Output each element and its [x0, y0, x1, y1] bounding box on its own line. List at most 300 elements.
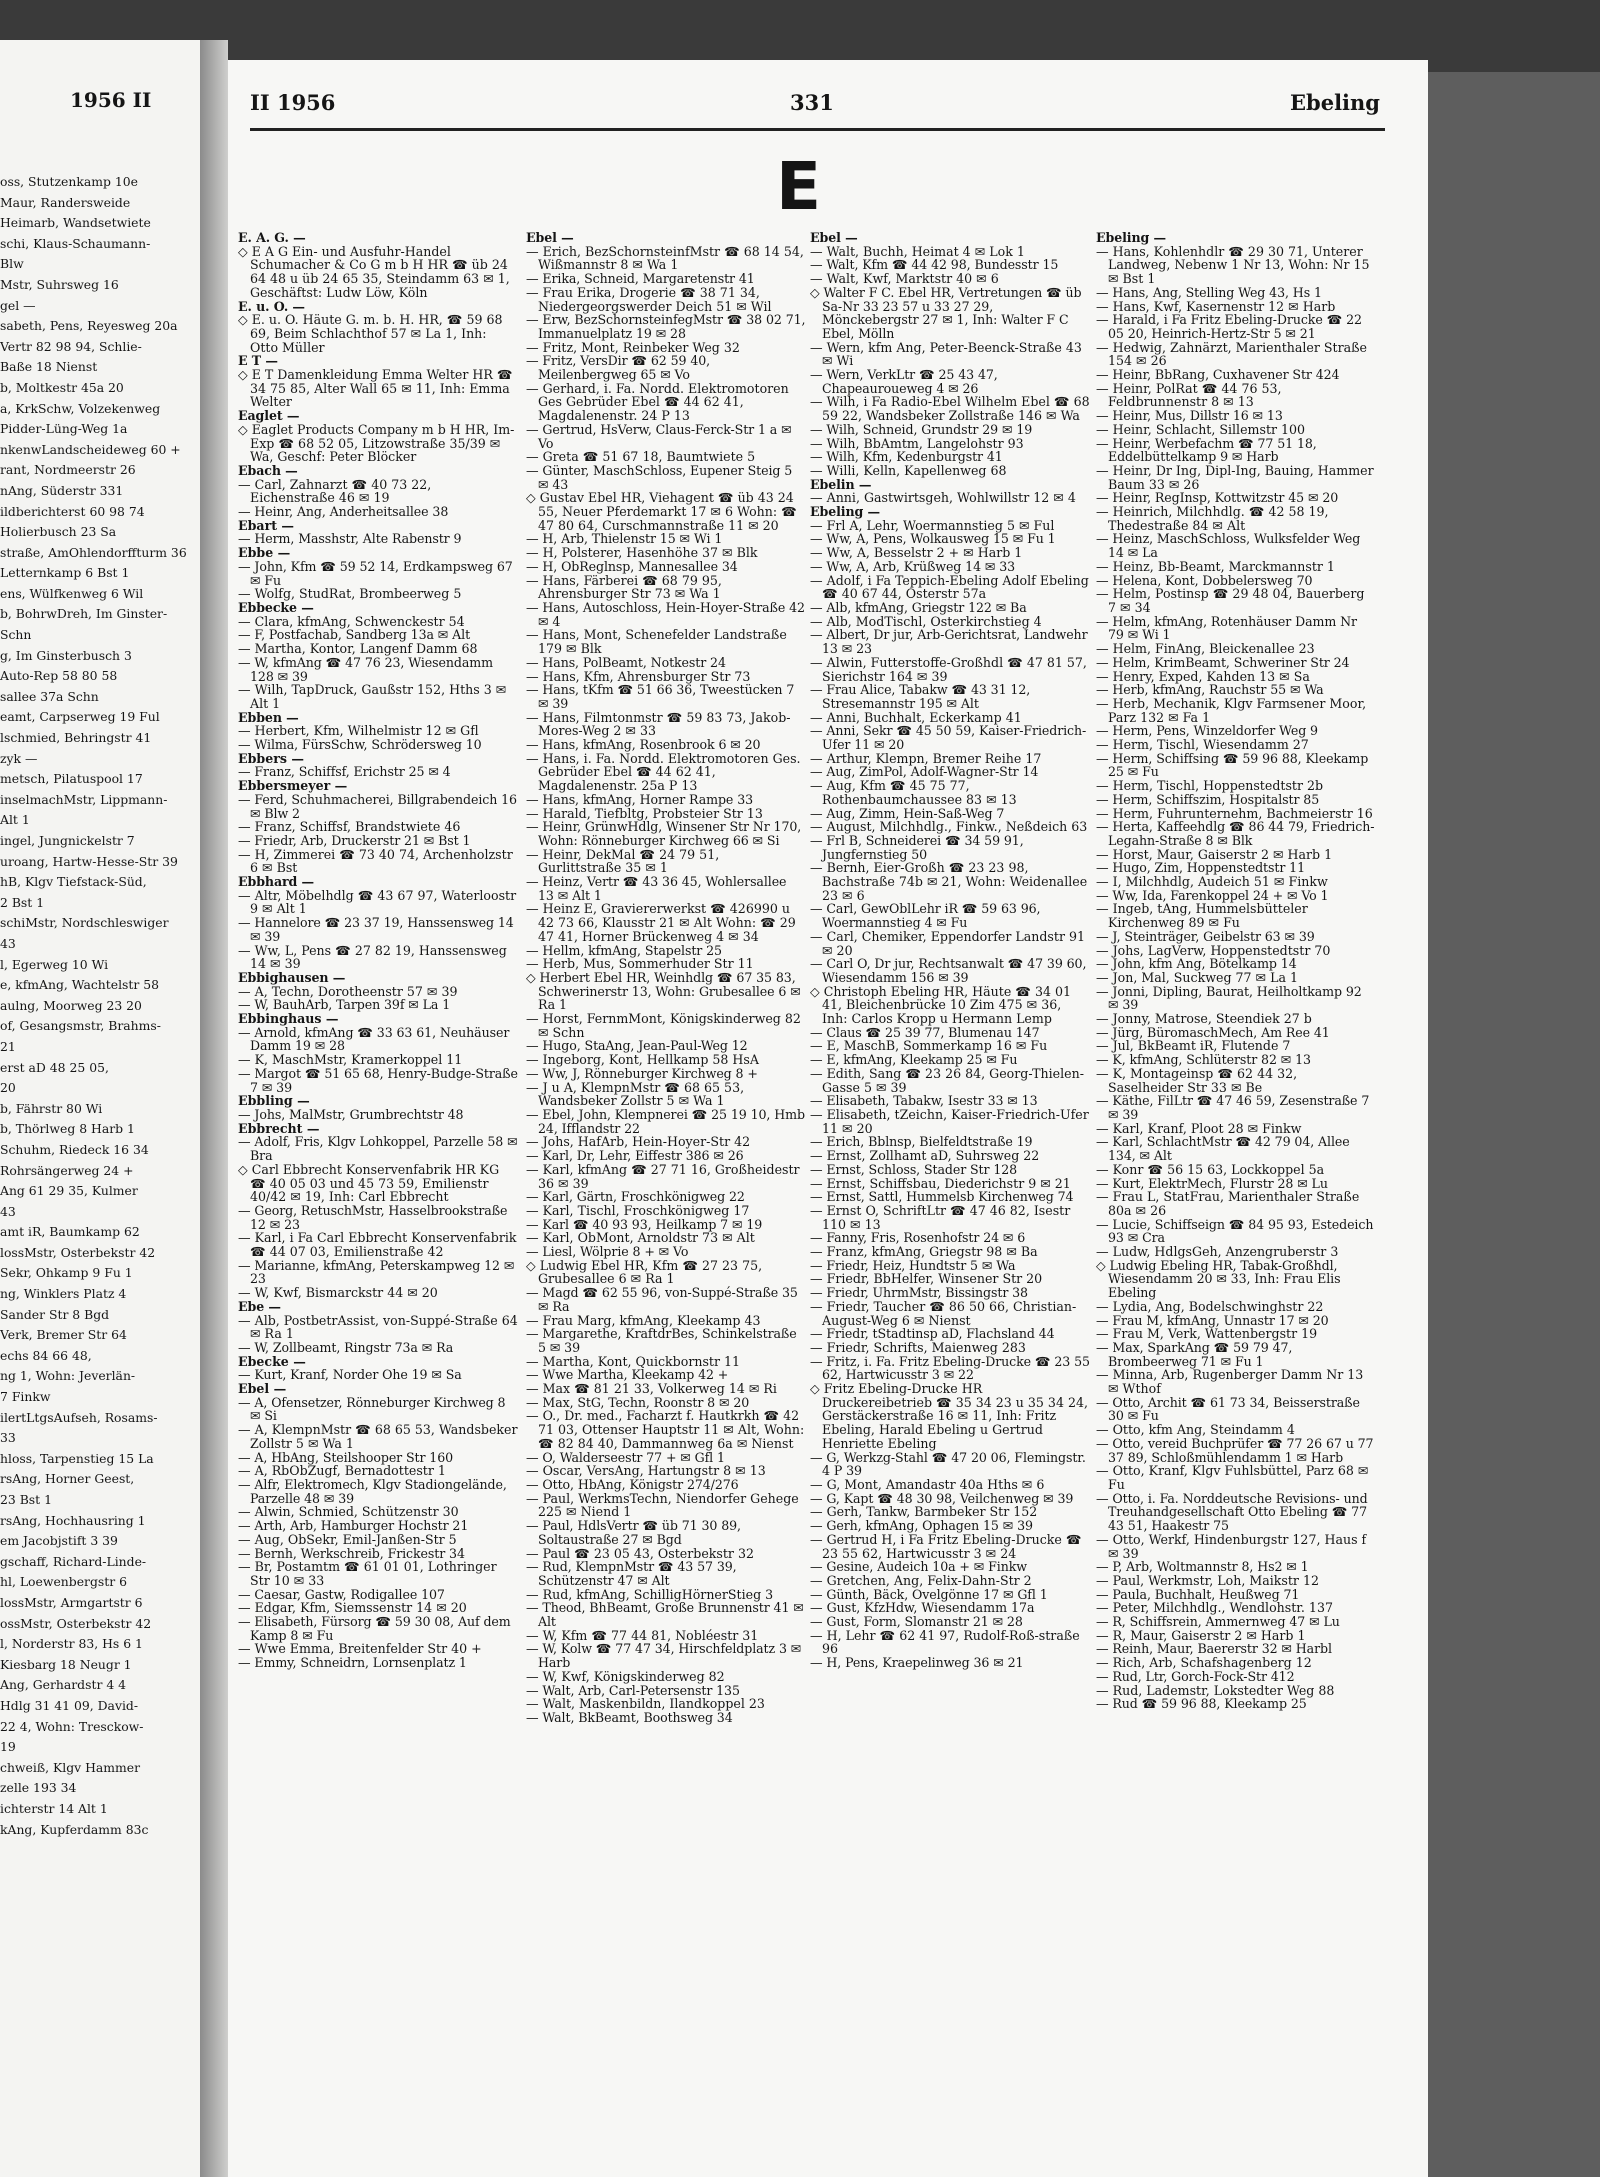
directory-entry: — Karl, SchlachtMstr ☎ 42 79 04, Allee 134, ✉ Alt [1096, 1134, 1350, 1164]
directory-entry: — Hans, Kwf, Kasernenstr 12 ✉ Harb [1096, 298, 1336, 314]
directory-entry: — Hannelore ☎ 23 37 19, Hanssensweg 14 ✉ 39 [238, 915, 514, 944]
directory-entry: Ebach — [238, 462, 298, 478]
previous-page-line: ens, Wülfkenweg 6 Wil [0, 585, 144, 601]
previous-page-line: rsAng, Hochhausring 1 [0, 1512, 146, 1528]
previous-page-line: zelle 193 34 [0, 1780, 77, 1796]
previous-page-line: Letternkamp 6 Bst 1 [0, 565, 130, 581]
previous-page-line: 43 [0, 935, 16, 951]
previous-page-line: 20 [0, 1080, 16, 1096]
directory-entry: — Anni, Sekr ☎ 45 50 59, Kaiser-Friedrich-Ufer 11 ✉ 20 [810, 723, 1087, 753]
directory-entry: — Rud, Lademstr, Lokstedter Weg 88 [1096, 1682, 1335, 1698]
directory-entry: — Herb, Mechanik, Klgv Farmsener Moor, Parz 132 ✉ Fa 1 [1096, 695, 1367, 725]
directory-entry: — Theod, BhBeamt, Große Brunnenstr 41 ✉ Alt [526, 1600, 804, 1630]
directory-entry: — Hans, tKfm ☎ 51 66 36, Tweestücken 7 ✉ 39 [526, 682, 795, 711]
directory-entry: — Edgar, Kfm, Siemssenstr 14 ✉ 20 [238, 1600, 467, 1616]
directory-entry: — A, RbObZugf, Bernadottestr 1 [238, 1463, 446, 1479]
previous-page-line: em Jacobjstift 3 39 [0, 1533, 118, 1549]
previous-page-line: Mstr, Suhrsweg 16 [0, 276, 119, 292]
directory-entry: — Paula, Buchhalt, Heußweg 71 [1096, 1586, 1300, 1602]
directory-entry: — Herm, Tischl, Hoppenstedtstr 2b [1096, 778, 1324, 794]
previous-page-line: g, Im Ginsterbusch 3 [0, 647, 132, 663]
directory-entry: — Kurt, ElektrMech, Flurstr 28 ✉ Lu [1096, 1175, 1328, 1191]
directory-entry: — Paul, HdlsVertr ☎ üb 71 30 89, Soltaustraße 27 ✉ Bgd [526, 1518, 741, 1547]
previous-page-line: b, Moltkestr 45a 20 [0, 379, 124, 395]
directory-entry: ◇ Carl Ebbrecht Konservenfabrik HR KG ☎ 40 05 03 und 45 73 59, Emilienstr 40/42 ✉ 19, Inh: Carl Ebbrecht [238, 1161, 500, 1205]
directory-entry: Ebbling — [238, 1093, 310, 1109]
directory-entry: — J u A, KlempnMstr ☎ 68 65 53, Wandsbeker Zollstr 5 ✉ Wa 1 [526, 1079, 745, 1109]
directory-entry: — Alb, PostbetrAssist, von-Suppé-Straße 64 ✉ Ra 1 [238, 1312, 518, 1342]
directory-entry: — Heinrich, Milchhdlg. ☎ 42 58 19, Thedestraße 84 ✉ Alt [1096, 504, 1329, 533]
directory-entry: — Franz, kfmAng, Griegstr 98 ✉ Ba [810, 1244, 1038, 1260]
previous-page-line: l, Egerweg 10 Wi [0, 956, 109, 972]
previous-page-line: a, KrkSchw, Volzekenweg [0, 400, 161, 416]
directory-entry: — Erich, Bblnsp, Bielfeldtstraße 19 [810, 1134, 1033, 1150]
directory-entry: — Anni, Buchhalt, Eckerkamp 41 [810, 709, 1022, 725]
directory-entry: — O., Dr. med., Facharzt f. Hautkrkh ☎ 42 71 03, Ottenser Hauptstr 11 ✉ Alt, Wohn: ☎ 82 84 40, Dammannweg 6a ✉ Nienst [526, 1408, 805, 1451]
previous-page-line: straße, AmOhlendorffturm 36 [0, 544, 187, 560]
directory-entry: — Greta ☎ 51 67 18, Baumtwiete 5 [526, 449, 756, 465]
previous-page-line: 21 [0, 1038, 16, 1054]
directory-entry: Ebel — [526, 230, 574, 245]
previous-page-line: Kiesbarg 18 Neugr 1 [0, 1656, 132, 1672]
directory-entry: — Ernst, Zollhamt aD, Suhrsweg 22 [810, 1148, 1040, 1164]
directory-entry: — John, Kfm ☎ 59 52 14, Erdkampsweg 67 ✉ Fu [238, 558, 513, 588]
previous-page-header: 1956 II [70, 88, 152, 112]
directory-entry: — Otto, Archit ☎ 61 73 34, Beisserstraße 30 ✉ Fu [1096, 1394, 1360, 1424]
directory-entry: E T — [238, 353, 278, 369]
directory-entry: — Frau Alice, Tabakw ☎ 43 31 12, Stresemannstr 195 ✉ Alt [810, 682, 1031, 711]
directory-entry: Ebel — [238, 1381, 287, 1397]
previous-page-line: Baße 18 Nienst [0, 359, 98, 375]
previous-page-line: rant, Nordmeerstr 26 [0, 462, 136, 478]
directory-entry: — G, Kapt ☎ 48 30 98, Veilchenweg ✉ 39 [810, 1490, 1074, 1506]
directory-entry: Ebbighausen — [238, 969, 346, 985]
directory-entry: — Peter, Milchhdlg., Wendlohstr. 137 [1096, 1600, 1333, 1616]
directory-entry: ◇ E A G Ein- und Ausfuhr-Handel Schumacher & Co G m b H HR ☎ üb 24 64 48 u üb 24 65 35, Steindamm 63 ✉ 1, Geschäftst: Ludw Löw, Köln [238, 243, 510, 300]
directory-entry: — Wilh, i Fa Radio-Ebel Wilhelm Ebel ☎ 68 59 22, Wandsbeker Zollstraße 146 ✉ Wa [810, 394, 1090, 424]
previous-page-line: 23 Bst 1 [0, 1492, 52, 1507]
previous-page-line: Hdlg 31 41 09, David- [0, 1697, 139, 1713]
directory-entry: — Günth, Bäck, Ovelgönne 17 ✉ Gfl 1 [810, 1586, 1048, 1602]
directory-entry: — John, kfm Ang, Bötelkamp 14 [1096, 956, 1297, 972]
previous-page-line: zyk — [0, 750, 38, 766]
directory-entry: — Aug, Kfm ☎ 45 75 77, Rothenbaumchaussee 83 ✉ 13 [810, 778, 1017, 807]
directory-entry: — August, Milchhdlg., Finkw., Neßdeich 63 [810, 819, 1088, 835]
directory-entry: — Horst, FernmMont, Königskinderweg 82 ✉ Schn [526, 1011, 801, 1040]
previous-page-line: erst aD 48 25 05, [0, 1059, 109, 1075]
directory-entry: — Hans, Kohlenhdlr ☎ 29 30 71, Unterer Landweg, Nebenw 1 Nr 13, Wohn: Nr 15 ✉ Bst 1 [1096, 243, 1370, 287]
directory-entry: — Jonny, Matrose, Steendiek 27 b [1096, 1011, 1312, 1027]
directory-entry: — Otto, i. Fa. Norddeutsche Revisions- und Treuhandgesellschaft Otto Ebeling ☎ 77 43 51, Haakestr 75 [1096, 1490, 1368, 1534]
directory-entry: — Frau M, Verk, Wattenbergstr 19 [1096, 1326, 1318, 1342]
directory-entry: — Heinr, BbRang, Cuxhavener Str 424 [1096, 367, 1340, 383]
directory-entry: — Hans, Autoschloss, Hein-Hoyer-Straße 42 ✉ 4 [526, 599, 805, 629]
directory-entry: — Ww, L, Pens ☎ 27 82 19, Hanssensweg 14 ✉ 39 [238, 942, 507, 972]
directory-entry: — Friedr, tStadtinsp aD, Flachsland 44 [810, 1326, 1055, 1342]
directory-entry: — Käthe, FilLtr ☎ 47 46 59, Zesenstraße 7 ✉ 39 [1096, 1093, 1370, 1122]
directory-entry: — Heinz, MaschSchloss, Wulksfelder Weg 14 ✉ La [1096, 531, 1361, 561]
directory-entry: — Heinr, Werbefachm ☎ 77 51 18, Eddelbüttelkamp 9 ✉ Harb [1096, 435, 1317, 465]
previous-page-line: rsAng, Horner Geest, [0, 1471, 135, 1487]
section-letter: E [776, 148, 822, 225]
directory-entry: ◇ Fritz Ebeling-Drucke HR Druckereibetrieb ☎ 35 34 23 u 35 34 24, Gerstäckerstraße 16 ✉ 11, Inh: Fritz Ebeling, Harald Ebeling u Gertrud Henriette Ebeling [810, 1381, 1088, 1451]
previous-page-line: metsch, Pilatuspool 17 [0, 771, 143, 787]
directory-entry: — Walt, Buchh, Heimat 4 ✉ Lok 1 [810, 243, 1025, 259]
directory-entry: — Ww, A, Pens, Wolkausweg 15 ✉ Fu 1 [810, 531, 1056, 547]
directory-page [228, 60, 1428, 2177]
directory-entry: — K, kfmAng, Schlüterstr 82 ✉ 13 [1096, 1052, 1311, 1068]
directory-entry: — K, Montageinsp ☎ 62 44 32, Saselheider Str 33 ✉ Be [1096, 1065, 1298, 1095]
directory-entry: ◇ Ludwig Ebeling HR, Tabak-Großhdl, Wiesendamm 20 ✉ 33, Inh: Frau Elis Ebeling [1096, 1257, 1341, 1301]
directory-entry: — Wwe Emma, Breitenfelder Str 40 + [238, 1641, 482, 1657]
directory-entry: — E, MaschB, Sommerkamp 16 ✉ Fu [810, 1038, 1048, 1054]
directory-entry: Ebbrecht — [238, 1120, 320, 1136]
directory-entry: — Wern, VerkLtr ☎ 25 43 47, Chapeauroueweg 4 ✉ 26 [810, 367, 998, 396]
directory-entry: — Frl A, Lehr, Woermannstieg 5 ✉ Ful [810, 517, 1055, 533]
directory-entry: — Karl ☎ 40 93 93, Heilkamp 7 ✉ 19 [526, 1216, 763, 1232]
previous-page-line: Sander Str 8 Bgd [0, 1306, 110, 1322]
directory-entry: — Alb, ModTischl, Osterkirchstieg 4 [810, 613, 1042, 629]
directory-entry: — Jon, Mal, Suckweg 77 ✉ La 1 [1096, 969, 1298, 985]
directory-entry: — Gust, KfzHdw, Wiesendamm 17a [810, 1600, 1035, 1616]
previous-page-line: Pidder-Lüng-Weg 1a [0, 421, 128, 437]
directory-entry: — Günter, MaschSchloss, Eupener Steig 5 ✉ 43 [526, 462, 793, 492]
directory-entry: — Helena, Kont, Dobbelersweg 70 [1096, 572, 1313, 588]
directory-entry: — Hans, Kfm, Ahrensburger Str 73 [526, 668, 751, 684]
directory-entry: — Frau Marg, kfmAng, Kleekamp 43 [526, 1312, 761, 1328]
directory-entry: — Friedr, Arb, Druckerstr 21 ✉ Bst 1 [238, 832, 471, 848]
directory-entry: — Aug, Zimm, Hein-Saß-Weg 7 [810, 805, 1005, 821]
directory-entry: Ebeling — [1096, 230, 1167, 245]
previous-page-line: kAng, Kupferdamm 83c [0, 1821, 149, 1837]
directory-entry: — Hedwig, Zahnärzt, Marienthaler Straße 154 ✉ 26 [1096, 339, 1367, 369]
directory-entry: Ebel — [810, 230, 858, 245]
directory-entry: — Erich, BezSchornsteinfMstr ☎ 68 14 54, Wißmannstr 8 ✉ Wa 1 [526, 243, 804, 273]
directory-entry: — W, Kwf, Bismarckstr 44 ✉ 20 [238, 1285, 438, 1301]
directory-entry: — Hans, Färberei ☎ 68 79 95, Ahrensburger Str 73 ✉ Wa 1 [526, 572, 722, 602]
previous-page-line: of, Gesangsmstr, Brahms- [0, 1018, 161, 1034]
page-header [250, 90, 1380, 126]
directory-entry: — Helm, kfmAng, Rotenhäuser Damm Nr 79 ✉ Wi 1 [1096, 613, 1357, 643]
directory-entry: — Ludw, HdlgsGeh, Anzengruberstr 3 [1096, 1244, 1339, 1260]
directory-entry: — Hugo, StaAng, Jean-Paul-Weg 12 [526, 1038, 748, 1054]
directory-entry: — Frau L, StatFrau, Marienthaler Straße 80a ✉ 26 [1096, 1189, 1360, 1218]
directory-entry: — Heinr, DekMal ☎ 24 79 51, Gurlittstraße 35 ✉ 1 [526, 846, 720, 876]
directory-entry: — Friedr, UhrmMstr, Bissingstr 38 [810, 1285, 1028, 1301]
directory-entry: Ebbhard — [238, 874, 315, 890]
directory-entry: — H, Lehr ☎ 62 41 97, Rudolf-Roß-straße 96 [810, 1627, 1080, 1657]
directory-entry: — Carl, Chemiker, Eppendorfer Landstr 91 ✉ 20 [810, 928, 1085, 958]
directory-entry: — Ingeb, tAng, Hummelsbütteler Kirchenweg 89 ✉ Fu [1096, 901, 1308, 931]
directory-entry: ◇ Walter F C. Ebel HR, Vertretungen ☎ üb Sa-Nr 33 23 57 u 33 27 29, Mönckebergstr 27 ✉ 1, Inh: Walter F C Ebel, Mölln [810, 284, 1082, 341]
directory-entry: — Frau M, kfmAng, Unnastr 17 ✉ 20 [1096, 1312, 1329, 1328]
directory-entry: — Hans, Ang, Stelling Weg 43, Hs 1 [1096, 284, 1322, 300]
directory-entry: — Rud, Ltr, Gorch-Fock-Str 412 [1096, 1668, 1295, 1684]
previous-page-line: echs 84 66 48, [0, 1347, 92, 1363]
previous-page-line: Holierbusch 23 Sa [0, 524, 117, 540]
directory-entry: — Horst, Maur, Gaiserstr 2 ✉ Harb 1 [1096, 846, 1333, 862]
previous-page-line: lschmied, Behringstr 41 [0, 730, 152, 746]
directory-entry: — Alfr, Elektromech, Klgv Stadiongelände, Parzelle 48 ✉ 39 [238, 1476, 507, 1506]
previous-page-line: 7 Finkw [0, 1389, 51, 1405]
previous-page-line: 2 Bst 1 [0, 894, 45, 910]
directory-entry: — Helm, Postinsp ☎ 29 48 04, Bauerberg 7 ✉ 34 [1096, 586, 1365, 615]
header-running-title: Ebeling [1290, 90, 1380, 115]
directory-entry: — Alwin, Schmied, Schützenstr 30 [238, 1504, 459, 1520]
directory-entry: Ebecke — [238, 1353, 306, 1369]
previous-page-line: nkenwLandscheideweg 60 + [0, 441, 181, 457]
directory-entry: — Otto, Werkf, Hindenburgstr 127, Haus f ✉ 39 [1096, 1531, 1367, 1561]
header-volume-year: II 1956 [250, 90, 336, 115]
directory-entry: — J, Steinträger, Geibelstr 63 ✉ 39 [1096, 928, 1315, 944]
scan-background [1428, 72, 1600, 2177]
directory-entry: — Gertrud, HsVerw, Claus-Ferck-Str 1 a ✉ Vo [526, 421, 792, 451]
directory-entry: — H, Arb, Thielenstr 15 ✉ Wi 1 [526, 531, 723, 547]
column-2 [526, 231, 806, 1725]
directory-entry: — Lydia, Ang, Bodelschwinghstr 22 [1096, 1298, 1324, 1314]
directory-entry: — Heinr, RegInsp, Kottwitzstr 45 ✉ 20 [1096, 490, 1339, 506]
directory-entry: Ebbe — [238, 545, 291, 561]
previous-page-line: amt iR, Baumkamp 62 [0, 1224, 140, 1240]
directory-entry: — A, HbAng, Steilshooper Str 160 [238, 1449, 454, 1465]
directory-entry: — Gust, Form, Slomanstr 21 ✉ 28 [810, 1614, 1023, 1630]
directory-entry: — Konr ☎ 56 15 63, Lockkoppel 5a [1096, 1161, 1325, 1177]
directory-entry: — Jul, BkBeamt iR, Flutende 7 [1096, 1038, 1291, 1054]
directory-entry: — Bernh, Eier-Großh ☎ 23 23 98, Bachstraße 74b ✉ 21, Wohn: Weidenallee 23 ✉ 6 [810, 860, 1088, 903]
directory-entry: — Caesar, Gastw, Rodigallee 107 [238, 1586, 445, 1602]
directory-entry: — Liesl, Wölprie 8 + ✉ Vo [526, 1244, 689, 1260]
previous-page-line: Rohrsängerweg 24 + [0, 1162, 134, 1178]
directory-entry: Ebbinghaus — [238, 1011, 339, 1027]
directory-entry: — Adolf, Fris, Klgv Lohkoppel, Parzelle 58 ✉ Bra [238, 1134, 518, 1164]
directory-entry: — Margarethe, KraftdrBes, Schinkelstraße 5 ✉ 39 [526, 1326, 797, 1355]
directory-entry: — Herta, Kaffeehdlg ☎ 86 44 79, Friedrich-Legahn-Straße 8 ✉ Blk [1096, 819, 1375, 848]
header-rule [250, 128, 1385, 131]
directory-entry: — Aug, ObSekr, Emil-Janßen-Str 5 [238, 1531, 457, 1547]
directory-entry: — Gerh, Tankw, Barmbeker Str 152 [810, 1504, 1038, 1520]
directory-entry: — Fritz, i. Fa. Fritz Ebeling-Drucke ☎ 23 55 62, Hartwicusstr 3 ✉ 22 [810, 1353, 1090, 1383]
directory-entry: — P, Arb, Woltmannstr 8, Hs2 ✉ 1 [1096, 1559, 1309, 1575]
directory-entry: — Paul, WerkmsTechn, Niendorfer Gehege 225 ✉ Niend 1 [526, 1490, 799, 1520]
directory-entry: — Karl, kfmAng ☎ 27 71 16, Großheidestr 36 ✉ 39 [526, 1161, 800, 1191]
previous-page-line: lossMstr, Armgartstr 6 [0, 1594, 143, 1610]
directory-entry: Ebbecke — [238, 599, 314, 615]
directory-entry: — Walt, BkBeamt, Boothsweg 34 [526, 1709, 733, 1725]
directory-entry: — Friedr, Taucher ☎ 86 50 66, Christian-August-Weg 6 ✉ Nienst [810, 1298, 1077, 1328]
previous-page-line: gel — [0, 297, 36, 313]
directory-entry: — Walt, Arb, Carl-Petersenstr 135 [526, 1682, 740, 1698]
previous-page-line: Verk, Bremer Str 64 [0, 1327, 127, 1343]
directory-entry: ◇ E. u. O. Häute G. m. b. H. HR, ☎ 59 68 69, Beim Schlachthof 57 ✉ La 1, Inh: Otto Müller [238, 312, 503, 355]
directory-entry: — Walt, Kwf, Marktstr 40 ✉ 6 [810, 271, 999, 287]
previous-page-line: schi, Klaus-Schaumann- [0, 235, 151, 251]
directory-entry: — Herm, Pens, Winzeldorfer Weg 9 [1096, 723, 1318, 739]
previous-page-edge [0, 40, 200, 2177]
previous-page-line: oss, Stutzenkamp 10e [0, 174, 138, 189]
directory-entry: — A, Techn, Dorotheenstr 57 ✉ 39 [238, 983, 458, 999]
directory-entry: — Johs, LagVerw, Hoppenstedtstr 70 [1096, 942, 1331, 958]
directory-entry: — Hans, i. Fa. Nordd. Elektromotoren Ges. Gebrüder Ebel ☎ 44 62 41, Magdalenenstr. 25a P 13 [526, 750, 801, 794]
directory-entry: — Heinr, Schlacht, Sillemstr 100 [1096, 421, 1306, 437]
directory-entry: — Fanny, Fris, Rosenhofstr 24 ✉ 6 [810, 1230, 1026, 1246]
directory-entry: — G, Werkzg-Stahl ☎ 47 20 06, Flemingstr. 4 P 39 [810, 1449, 1086, 1479]
directory-entry: — Gretchen, Ang, Felix-Dahn-Str 2 [810, 1572, 1032, 1588]
directory-entry: — Carl, Zahnarzt ☎ 40 73 22, Eichenstraße 46 ✉ 19 [238, 476, 432, 506]
directory-entry: — Ernst, Sattl, Hummelsb Kirchenweg 74 [810, 1189, 1074, 1205]
directory-entry: — W, BauhArb, Tarpen 39f ✉ La 1 [238, 997, 451, 1013]
directory-entry: — Karl, Tischl, Froschkönigweg 17 [526, 1202, 750, 1218]
directory-entry: — Heinr, Ang, Anderheitsallee 38 [238, 504, 449, 520]
directory-entry: — Walt, Maskenbildn, Ilandkoppel 23 [526, 1696, 765, 1712]
directory-entry: — Reinh, Maur, Baererstr 32 ✉ Harbl [1096, 1641, 1332, 1657]
directory-entry: E. u. O. — [238, 298, 305, 314]
directory-entry: — Heinz, Vertr ☎ 43 36 45, Wohlersallee 13 ✉ Alt 1 [526, 874, 787, 903]
previous-page-line: gschaff, Richard-Linde- [0, 1553, 147, 1569]
directory-entry: ◇ Eaglet Products Company m b H HR, Im-Exp ☎ 68 52 05, Litzowstraße 35/39 ✉ Wa, Geschf: Peter Blöcker [238, 421, 515, 465]
previous-page-line: nAng, Süderstr 331 [0, 482, 124, 498]
column-4 [1096, 231, 1376, 1711]
directory-entry: — H, Pens, Kraepelinweg 36 ✉ 21 [810, 1655, 1024, 1671]
directory-entry: — Max ☎ 81 21 33, Volkerweg 14 ✉ Ri [526, 1381, 777, 1397]
directory-entry: — Kurt, Kranf, Norder Ohe 19 ✉ Sa [238, 1367, 462, 1383]
directory-entry: — Gertrud H, i Fa Fritz Ebeling-Drucke ☎ 23 55 62, Hartwicusstr 3 ✉ 24 [810, 1531, 1082, 1561]
directory-entry: — Gerhard, i. Fa. Nordd. Elektromotoren Ges Gebrüder Ebel ☎ 44 62 41, Magdalenenstr. 24 P 13 [526, 380, 789, 424]
previous-page-line: Heimarb, Wandsetwiete [0, 215, 151, 231]
directory-entry: — Ww, Ida, Farenkoppel 24 + ✉ Vo 1 [1096, 887, 1329, 903]
directory-entry: — Franz, Schiffsf, Erichstr 25 ✉ 4 [238, 764, 451, 780]
directory-entry: — Margot ☎ 51 65 68, Henry-Budge-Straße 7 ✉ 39 [238, 1065, 518, 1095]
directory-entry: — E, kfmAng, Kleekamp 25 ✉ Fu [810, 1052, 1018, 1068]
directory-entry: — Ferd, Schuhmacherei, Billgrabendeich 16 ✉ Blw 2 [238, 791, 517, 821]
directory-entry: — Erika, Schneid, Margaretenstr 41 [526, 271, 755, 287]
directory-entry: Ebeling — [810, 504, 881, 520]
directory-entry: — Claus ☎ 25 39 77, Blumenau 147 [810, 1024, 1040, 1040]
directory-entry: — Hans, kfmAng, Horner Rampe 33 [526, 791, 754, 807]
directory-entry: — Altr, Möbelhdlg ☎ 43 67 97, Waterloostr 9 ✉ Alt 1 [238, 887, 517, 917]
directory-entry: — Karl, ObMont, Arnoldstr 73 ✉ Alt [526, 1230, 755, 1246]
directory-entry: — Wolfg, StudRat, Brombeerweg 5 [238, 586, 462, 602]
directory-entry: — Ernst, Schiffsbau, Diederichstr 9 ✉ 21 [810, 1175, 1071, 1191]
previous-page-line: Maur, Randersweide [0, 194, 131, 210]
previous-page-line: l, Norderstr 83, Hs 6 1 [0, 1636, 143, 1652]
directory-entry: — Walt, Kfm ☎ 44 42 98, Bundesstr 15 [810, 257, 1059, 273]
directory-entry: — Oscar, VersAng, Hartungstr 8 ✉ 13 [526, 1463, 766, 1479]
directory-entry: — K, MaschMstr, Kramerkoppel 11 [238, 1052, 463, 1068]
directory-entry: — Alb, kfmAng, Griegstr 122 ✉ Ba [810, 599, 1027, 615]
directory-entry: — Karl, i Fa Carl Ebbrecht Konservenfabrik ☎ 44 07 03, Emilienstraße 42 [238, 1230, 517, 1260]
directory-entry: — Erw, BezSchornsteinfegMstr ☎ 38 02 71, Immanuelplatz 19 ✉ 28 [526, 312, 806, 341]
directory-entry: — Georg, RetuschMstr, Hasselbrookstraße 12 ✉ 23 [238, 1202, 508, 1232]
directory-entry: — Heinr, Dr Ing, Dipl-Ing, Bauing, Hammer Baum 33 ✉ 26 [1096, 462, 1374, 492]
directory-entry: — Hans, Mont, Schenefelder Landstraße 179 ✉ Blk [526, 627, 787, 657]
directory-entry: — Emmy, Schneidrn, Lornsenplatz 1 [238, 1655, 467, 1671]
column-1 [238, 231, 518, 1670]
previous-page-line: 19 [0, 1739, 16, 1755]
previous-page-line: ildberichterst 60 98 74 [0, 503, 145, 519]
directory-entry: — Max, StG, Techn, Roonstr 8 ✉ 20 [526, 1394, 750, 1410]
directory-entry: — Herb, Mus, Sommerhuder Str 11 [526, 956, 754, 972]
directory-entry: — Elisabeth, Fürsorg ☎ 59 30 08, Auf dem Kamp 8 ✉ Fu [238, 1614, 511, 1643]
previous-page-lines [0, 172, 198, 1840]
directory-entry: — Frau Erika, Drogerie ☎ 38 71 34, Niedergeorgswerder Deich 51 ✉ Wil [526, 284, 772, 314]
previous-page-line: Ang, Gerhardstr 4 4 [0, 1677, 127, 1693]
previous-page-line: Blw [0, 256, 24, 272]
directory-entry: — Hellm, kfmAng, Stapelstr 25 [526, 942, 722, 958]
previous-page-line: hl, Loewenbergstr 6 [0, 1574, 127, 1590]
directory-entry: — Hans, Filmtonmstr ☎ 59 83 73, Jakob-Mores-Weg 2 ✉ 33 [526, 709, 791, 739]
directory-entry: — Johs, HafArb, Hein-Hoyer-Str 42 [526, 1134, 751, 1150]
directory-entry: — F, Postfachab, Sandberg 13a ✉ Alt [238, 627, 471, 643]
directory-entry: — W, Kolw ☎ 77 47 34, Hirschfeldplatz 3 ✉ Harb [526, 1641, 802, 1671]
previous-page-line: Auto-Rep 58 80 58 [0, 668, 118, 684]
directory-entry: — Wilh, BbAmtm, Langelohstr 93 [810, 435, 1024, 451]
directory-entry: — R, Schiffsrein, Ammernweg 47 ✉ Lu [1096, 1614, 1340, 1630]
directory-entry: — Wwe Martha, Kleekamp 42 + [526, 1367, 729, 1383]
directory-entry: — Gesine, Audeich 10a + ✉ Finkw [810, 1559, 1027, 1575]
directory-entry: — H, Zimmerei ☎ 73 40 74, Archenholzstr 6 ✉ Bst [238, 846, 513, 876]
previous-page-line: sabeth, Pens, Reyesweg 20a [0, 318, 178, 334]
directory-entry: — Ernst O, SchriftLtr ☎ 47 46 82, Isestr 110 ✉ 13 [810, 1202, 1071, 1232]
previous-page-line: aulng, Moorweg 23 20 [0, 997, 142, 1013]
directory-entry: — Otto, vereid Buchprüfer ☎ 77 26 67 u 77 37 89, Schloßmühlendamm 1 ✉ Harb [1096, 1435, 1374, 1465]
directory-entry: — Arthur, Klempn, Bremer Reihe 17 [810, 750, 1042, 766]
previous-page-line: e, kfmAng, Wachtelstr 58 [0, 977, 159, 993]
directory-entry: ◇ Christoph Ebeling HR, Häute ☎ 34 01 41, Bleichenbrücke 10 Zim 475 ✉ 36, Inh: Carlos Kropp u Hermann Lemp [810, 983, 1072, 1027]
directory-entry: — Otto, Kranf, Klgv Fuhlsbüttel, Parz 68 ✉ Fu [1096, 1463, 1369, 1492]
previous-page-line: uroang, Hartw-Hesse-Str 39 [0, 853, 178, 869]
directory-entry: — Martha, Kontor, Langenf Damm 68 [238, 641, 478, 657]
directory-entry: — Albert, Dr jur, Arb-Gerichtsrat, Landwehr 13 ✉ 23 [810, 627, 1088, 657]
directory-entry: — Johs, MalMstr, Grumbrechtstr 48 [238, 1107, 464, 1122]
directory-entry: — Helm, KrimBeamt, Schweriner Str 24 [1096, 654, 1350, 670]
directory-entry: — Herm, Schiffsing ☎ 59 96 88, Kleekamp 25 ✉ Fu [1096, 750, 1369, 780]
directory-entry: — Herbert, Kfm, Wilhelmistr 12 ✉ Gfl [238, 723, 479, 739]
previous-page-line: ossMstr, Osterbekstr 42 [0, 1615, 152, 1631]
directory-entry: — Rud, KlempnMstr ☎ 43 57 39, Schützenstr 47 ✉ Alt [526, 1559, 737, 1588]
directory-entry: — Otto, kfm Ang, Steindamm 4 [1096, 1422, 1295, 1438]
directory-entry: — Aug, ZimPol, Adolf-Wagner-Str 14 [810, 764, 1039, 780]
directory-entry: — Frl B, Schneiderei ☎ 34 59 91, Jungfernstieg 50 [810, 832, 1024, 862]
directory-entry: — Jonni, Dipling, Baurat, Heilholtkamp 92 ✉ 39 [1096, 983, 1362, 1013]
directory-entry: Ebelin — [810, 476, 872, 492]
directory-entry: — Hugo, Zim, Hoppenstedtstr 11 [1096, 860, 1305, 876]
directory-entry: — Friedr, Schrifts, Maienweg 283 [810, 1339, 1026, 1355]
previous-page-line: Sekr, Ohkamp 9 Fu 1 [0, 1265, 133, 1281]
directory-entry: — Otto, HbAng, Königstr 274/276 [526, 1476, 739, 1492]
directory-entry: — Ww, A, Arb, Krüßweg 14 ✉ 33 [810, 558, 1016, 574]
previous-page-line: ichterstr 14 Alt 1 [0, 1800, 108, 1816]
previous-page-line: eamt, Carpserweg 19 Ful [0, 709, 160, 725]
previous-page-line: hloss, Tarpenstieg 15 La [0, 1450, 154, 1466]
previous-page-line: b, Thörlweg 8 Harb 1 [0, 1121, 135, 1137]
directory-entry: Ebart — [238, 517, 294, 533]
directory-entry: — Rud ☎ 59 96 88, Kleekamp 25 [1096, 1696, 1307, 1712]
directory-entry: — O, Walderseestr 77 + ✉ Gfl 1 [526, 1449, 725, 1465]
directory-entry: — Heinz, Bb-Beamt, Marckmannstr 1 [1096, 558, 1335, 574]
directory-entry: — Friedr, BbHelfer, Winsener Str 20 [810, 1271, 1043, 1287]
directory-entry: — Max, SparkAng ☎ 59 79 47, Brombeerweg 71 ✉ Fu 1 [1096, 1339, 1293, 1369]
previous-page-line: ng, Winklers Platz 4 [0, 1286, 127, 1302]
directory-entry: — G, Mont, Amandastr 40a Hths ✉ 6 [810, 1476, 1045, 1492]
directory-entry: — Arth, Arb, Hamburger Hochstr 21 [238, 1518, 469, 1534]
directory-entry: — Wilh, Schneid, Grundstr 29 ✉ 19 [810, 421, 1033, 437]
directory-entry: — Herm, Tischl, Wiesendamm 27 [1096, 737, 1309, 753]
previous-page-line: 43 [0, 1203, 16, 1219]
directory-entry: ◇ Gustav Ebel HR, Viehagent ☎ üb 43 24 55, Neuer Pferdemarkt 17 ✉ 6 Wohn: ☎ 47 80 64, Curschmannstraße 11 ✉ 20 [526, 490, 797, 533]
directory-entry: — Lucie, Schiffseign ☎ 84 95 93, Estedeich 93 ✉ Cra [1096, 1216, 1374, 1246]
directory-entry: — Karl, Gärtn, Froschkönigweg 22 [526, 1189, 745, 1205]
previous-page-line: Vertr 82 98 94, Schlie- [0, 338, 142, 354]
